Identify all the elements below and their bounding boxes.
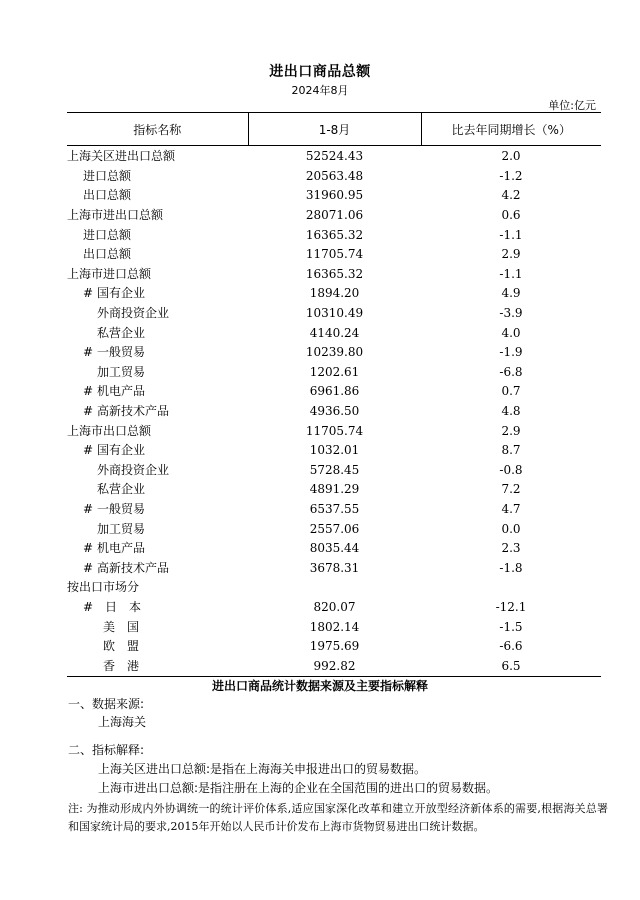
table-row	[67, 519, 601, 539]
table-row	[67, 598, 601, 618]
table-row	[67, 284, 601, 304]
hash-marker: #	[83, 345, 94, 360]
row-label-text: 国有企业	[97, 443, 146, 458]
row-growth: 6.5	[421, 656, 601, 676]
row-growth: -1.1	[499, 266, 523, 281]
column-header-growth: 比去年同期增长（%）	[421, 113, 601, 146]
row-label	[67, 245, 248, 265]
row-growth: 4.8	[501, 404, 521, 419]
row-label	[67, 598, 248, 618]
row-growth: -1.9	[499, 345, 523, 360]
hash-marker: #	[83, 384, 94, 399]
row-label-text: 高新技术产品	[97, 404, 170, 419]
row-label	[67, 363, 248, 383]
table-row	[67, 186, 601, 206]
column-header-indicator: 指标名称	[67, 113, 248, 146]
row-label-text: 外商投资企业	[97, 306, 170, 321]
row-value: 6537.55	[309, 501, 360, 516]
row-label	[67, 146, 248, 167]
table-row	[67, 539, 601, 559]
table-row	[67, 363, 601, 383]
table-row	[67, 656, 601, 676]
row-value: 1975.69	[309, 639, 360, 654]
hash-marker: #	[83, 286, 94, 301]
row-label	[67, 578, 248, 598]
row-value: 1894.20	[309, 286, 360, 301]
row-value: 6961.86	[309, 384, 360, 399]
row-growth: 0.6	[501, 208, 521, 223]
row-label-text: 出口总额	[83, 188, 132, 203]
notes-section-1-body: 上海海关	[98, 715, 147, 729]
row-label	[67, 284, 248, 304]
row-value: 10310.49	[305, 306, 364, 321]
row-value: 3678.31	[309, 560, 360, 575]
row-growth: 7.2	[501, 482, 521, 497]
hash-marker: #	[83, 599, 94, 614]
table-row	[67, 225, 601, 245]
row-value: 20563.48	[305, 168, 364, 183]
row-value: 992.82	[248, 656, 421, 676]
column-header-period: 1-8月	[248, 113, 421, 146]
table-row	[67, 500, 601, 520]
row-label-text: 高新技术产品	[97, 560, 170, 575]
row-label-text: 上海关区进出口总额	[67, 149, 176, 164]
hash-marker: #	[83, 501, 94, 516]
row-label-text: 美 国	[103, 619, 140, 634]
table-row	[67, 245, 601, 265]
row-growth: 4.2	[501, 188, 521, 203]
row-value: 1802.14	[309, 619, 360, 634]
table-row	[67, 617, 601, 637]
row-growth: -0.8	[499, 462, 523, 477]
row-label-text: 进口总额	[83, 227, 132, 242]
row-label	[67, 304, 248, 324]
row-label	[67, 343, 248, 363]
row-label-text: 上海市进出口总额	[67, 208, 164, 223]
row-label	[67, 402, 248, 422]
row-growth: 8.7	[501, 443, 521, 458]
row-label	[67, 323, 248, 343]
table-row	[67, 637, 601, 657]
row-label-text: 上海市进口总额	[67, 266, 152, 281]
row-label	[67, 539, 248, 559]
row-growth: 4.9	[501, 286, 521, 301]
row-value: 5728.45	[309, 462, 360, 477]
table-row	[67, 461, 601, 481]
row-value: 4140.24	[309, 325, 360, 340]
row-label	[67, 480, 248, 500]
unit-label: 单位:亿元	[548, 99, 596, 112]
row-label-text: 机电产品	[97, 384, 146, 399]
row-label-text: 加工贸易	[97, 364, 146, 379]
notes-section-2-item: 上海市进出口总额:是指注册在上海的企业在全国范围的进出口的贸易数据。	[98, 781, 499, 795]
table-body	[67, 146, 601, 677]
row-value: 2557.06	[309, 521, 360, 536]
hash-marker: #	[83, 541, 94, 556]
row-label-text: 欧 盟	[103, 639, 140, 654]
table-row	[67, 323, 601, 343]
table-row	[67, 441, 601, 461]
trade-table	[67, 112, 601, 677]
table-row	[67, 167, 601, 187]
row-growth: 0.7	[501, 384, 521, 399]
report-date: 2024年8月	[291, 84, 349, 97]
table-row	[67, 304, 601, 324]
row-growth: 2.3	[501, 541, 521, 556]
row-value: 28071.06	[305, 208, 364, 223]
row-label-text: 私营企业	[97, 325, 146, 340]
row-growth: 2.0	[501, 149, 521, 164]
row-value: 52524.43	[305, 149, 364, 164]
row-label-text: 国有企业	[97, 286, 146, 301]
notes-title: 进出口商品统计数据来源及主要指标解释	[211, 679, 428, 693]
row-growth: -1.8	[499, 560, 523, 575]
row-growth: 2.9	[501, 423, 521, 438]
table-row	[67, 206, 601, 226]
table-row	[67, 402, 601, 422]
table-row	[67, 578, 601, 598]
row-growth: -1.5	[499, 619, 523, 634]
row-label	[67, 206, 248, 226]
footnote: 注: 为推动形成内外协调统一的统计评价体系,适应国家深化改革和建立开放型经济新体系的需要,根据海关总署和国家统计局的要求,2015年开始以人民币计价发布上海市货物贸易进出口统计数据。	[68, 802, 608, 833]
table-row	[67, 382, 601, 402]
row-label-text: 一般贸易	[97, 345, 146, 360]
row-value: 10239.80	[305, 345, 364, 360]
row-label	[67, 382, 248, 402]
hash-marker: #	[83, 404, 94, 419]
row-label	[67, 617, 248, 637]
row-growth: -3.9	[499, 306, 523, 321]
page-title: 进出口商品总额	[269, 64, 371, 80]
notes-section-1-heading: 一、数据来源:	[68, 697, 145, 711]
row-label-text: 香 港	[103, 658, 140, 673]
row-value	[248, 578, 421, 598]
row-label-text: 上海市出口总额	[67, 423, 152, 438]
row-growth: -12.1	[495, 599, 527, 614]
row-growth: -1.1	[499, 227, 523, 242]
row-growth: -1.2	[499, 168, 523, 183]
row-label	[67, 656, 248, 676]
hash-marker: #	[83, 443, 94, 458]
row-growth: 0.0	[501, 521, 521, 536]
row-value: 8035.44	[309, 541, 360, 556]
row-value: 16365.32	[305, 227, 364, 242]
notes-section-2-heading: 二、指标解释:	[68, 743, 145, 757]
row-label	[67, 186, 248, 206]
row-label-text: 加工贸易	[97, 521, 146, 536]
table-row	[67, 343, 601, 363]
row-label	[67, 637, 248, 657]
row-label	[67, 265, 248, 285]
row-growth: -6.6	[499, 639, 523, 654]
table-row	[67, 421, 601, 441]
row-label	[67, 500, 248, 520]
row-value: 4891.29	[309, 482, 360, 497]
row-value: 4936.50	[309, 404, 360, 419]
row-label-text: 按出口市场分	[67, 580, 140, 595]
row-value: 16365.32	[305, 266, 364, 281]
row-label	[67, 225, 248, 245]
row-growth: -6.8	[499, 364, 523, 379]
row-label-text: 出口总额	[83, 247, 132, 262]
row-value: 820.07	[313, 599, 356, 614]
row-label	[67, 441, 248, 461]
row-label	[67, 167, 248, 187]
row-value: 31960.95	[305, 188, 364, 203]
row-label-text: 日 本	[105, 599, 142, 614]
table-row	[67, 558, 601, 578]
table-header	[67, 113, 601, 146]
row-label	[67, 421, 248, 441]
row-growth: 4.0	[501, 325, 521, 340]
row-label-text: 机电产品	[97, 541, 146, 556]
row-label-text: 进口总额	[83, 168, 132, 183]
row-growth	[421, 578, 601, 598]
row-growth: 2.9	[501, 247, 521, 262]
row-label-text: 一般贸易	[97, 501, 146, 516]
row-value: 1202.61	[309, 364, 360, 379]
row-value: 1032.01	[309, 443, 360, 458]
row-label-text: 私营企业	[97, 482, 146, 497]
row-growth: 4.7	[501, 501, 521, 516]
row-value: 11705.74	[305, 247, 364, 262]
notes-section-2-item: 上海关区进出口总额:是指在上海海关申报进出口的贸易数据。	[98, 762, 427, 776]
table-row	[67, 480, 601, 500]
table-row	[67, 265, 601, 285]
hash-marker: #	[83, 560, 94, 575]
row-label	[67, 558, 248, 578]
row-label	[67, 519, 248, 539]
row-label	[67, 461, 248, 481]
row-value: 11705.74	[305, 423, 364, 438]
table-row	[67, 146, 601, 167]
row-label-text: 外商投资企业	[97, 462, 170, 477]
